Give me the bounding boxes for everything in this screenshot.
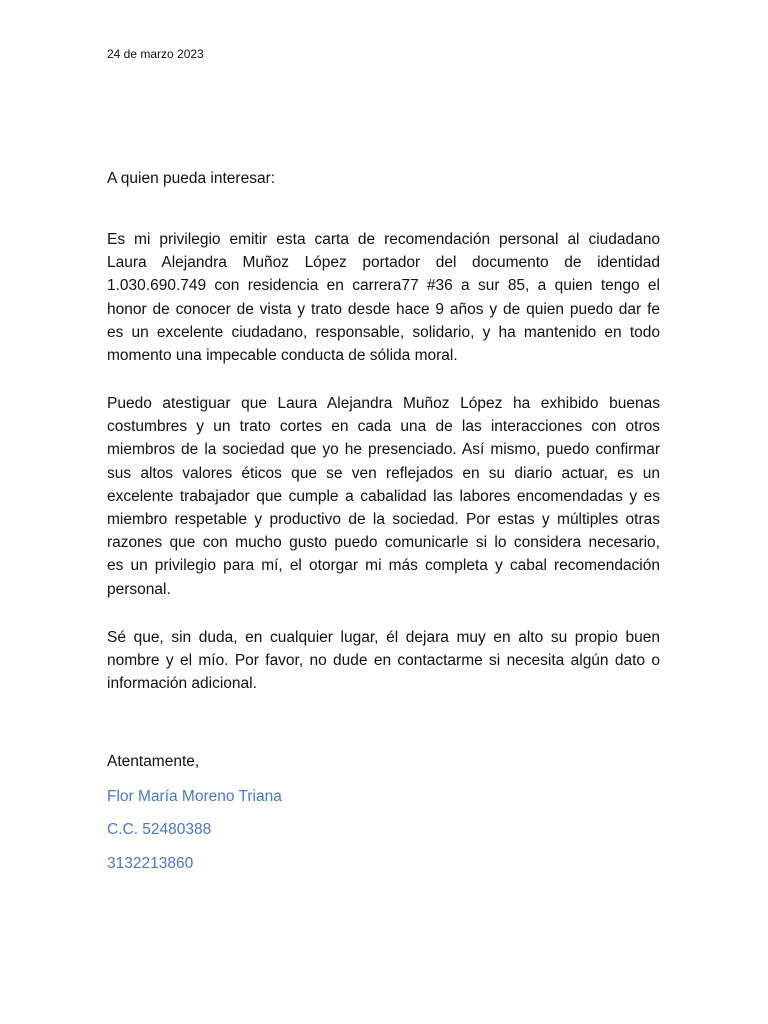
paragraph-line: excelente trabajador que cumple a cabalidad las labores encomendadas y es	[107, 487, 660, 505]
letter-greeting: A quien pueda interesar:	[107, 170, 276, 187]
paragraph-2	[107, 392, 660, 601]
signature-phone: 3132213860	[107, 855, 194, 872]
signature-id: C.C. 52480388	[107, 821, 212, 838]
paragraph-line: es un excelente ciudadano, responsable, solidario, y ha mantenido en todo	[107, 323, 660, 341]
paragraph-line: personal.	[107, 580, 171, 598]
paragraph-line: es un privilegio para mí, el otorgar mi más completa y cabal recomendación	[107, 557, 660, 575]
paragraph-line: nombre y el mío. Por favor, no dude en contactarme si necesita algún dato o	[107, 652, 660, 670]
paragraph-line: razones que con mucho gusto puedo comunicarle si lo considera necesario,	[107, 534, 660, 552]
paragraph-line: miembros de la sociedad que yo he presenciado. Así mismo, puedo confirmar	[107, 441, 660, 459]
paragraph-line: 1.030.690.749 con residencia en carrera77 #36 a sur 85, a quien tengo el	[107, 277, 660, 295]
paragraph-1	[107, 228, 660, 367]
paragraph-line: información adicional.	[107, 675, 257, 693]
signature-name: Flor María Moreno Triana	[107, 788, 282, 805]
letter-date: 24 de marzo 2023	[107, 47, 204, 61]
paragraph-3	[107, 626, 660, 696]
paragraph-line: honor de conocer de vista y trato desde hace 9 años y de quien puedo dar fe	[107, 300, 660, 318]
paragraph-line: sus altos valores éticos que se ven reflejados en su diario actuar, es un	[107, 464, 660, 482]
letter-closing: Atentamente,	[107, 753, 200, 770]
paragraph-line: Laura Alejandra Muñoz López portador del documento de identidad	[107, 254, 660, 272]
paragraph-line: Sé que, sin duda, en cualquier lugar, él dejara muy en alto su propio buen	[107, 629, 660, 646]
paragraph-line: momento una impecable conducta de sólida moral.	[107, 347, 458, 365]
paragraph-line: miembro respetable y productivo de la sociedad. Por estas y múltiples otras	[107, 511, 660, 529]
paragraph-line: Es mi privilegio emitir esta carta de recomendación personal al ciudadano	[107, 231, 660, 248]
paragraph-line: costumbres y un trato cortes en cada una de las interacciones con otros	[107, 418, 660, 436]
paragraph-line: Puedo atestiguar que Laura Alejandra Muñoz López ha exhibido buenas	[107, 395, 660, 412]
